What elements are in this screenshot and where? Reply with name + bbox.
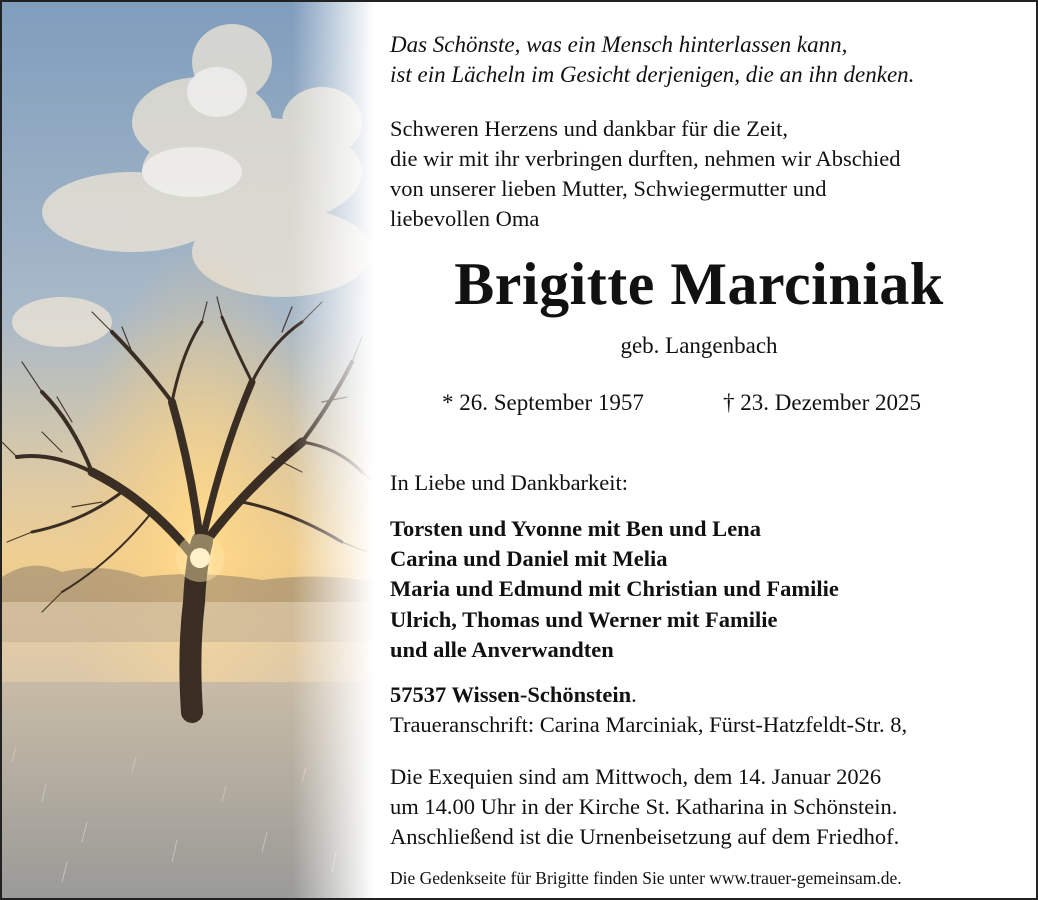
intro-line-2: die wir mit ihr verbringen durften, nehmen wir Abschied <box>390 146 901 171</box>
city-suffix: . <box>631 682 637 707</box>
mourner-line: und alle Anverwandten <box>390 637 614 662</box>
service-line-2: um 14.00 Uhr in der Kirche St. Katharina in Schönstein. <box>390 794 898 819</box>
maiden-name: geb. Langenbach <box>620 333 778 358</box>
intro-line-3: von unserer lieben Mutter, Schwiegermutter und <box>390 176 827 201</box>
deceased-name: Brigitte Marciniak <box>454 251 944 317</box>
service-line-1: Die Exequien sind am Mittwoch, dem 14. Januar 2026 <box>390 764 882 789</box>
tree-sunrise-photo <box>2 2 374 898</box>
mourner-line: Torsten und Yvonne mit Ben und Lena <box>390 516 761 541</box>
mourning-address: Traueranschrift: Carina Marciniak, Fürst-Hatzfeldt-Str. 8, <box>390 712 908 737</box>
service-line-3: Anschließend ist die Urnenbeisetzung auf dem Friedhof. <box>390 824 900 849</box>
quote-line-1: Das Schönste, was ein Mensch hinterlassen kann, <box>390 32 848 57</box>
mourner-line: Ulrich, Thomas und Werner mit Familie <box>390 607 778 632</box>
mourner-line: Maria und Edmund mit Christian und Familie <box>390 576 839 601</box>
death-date: † 23. Dezember 2025 <box>723 390 921 415</box>
city-name: 57537 Wissen-Schönstein <box>390 682 632 707</box>
birth-date: * 26. September 1957 <box>442 390 644 415</box>
mourners-heading: In Liebe und Dankbarkeit: <box>390 470 629 495</box>
city-line <box>390 680 637 709</box>
intro-line-4: liebevollen Oma <box>390 206 540 231</box>
memorial-page-note: Die Gedenkseite für Brigitte finden Sie unter www.trauer-gemeinsam.de. <box>390 868 902 888</box>
intro-line-1: Schweren Herzens und dankbar für die Zeit, <box>390 116 788 141</box>
mourner-line: Carina und Daniel mit Melia <box>390 546 668 571</box>
quote-line-2: ist ein Lächeln im Gesicht derjenigen, die an ihn denken. <box>390 62 915 87</box>
